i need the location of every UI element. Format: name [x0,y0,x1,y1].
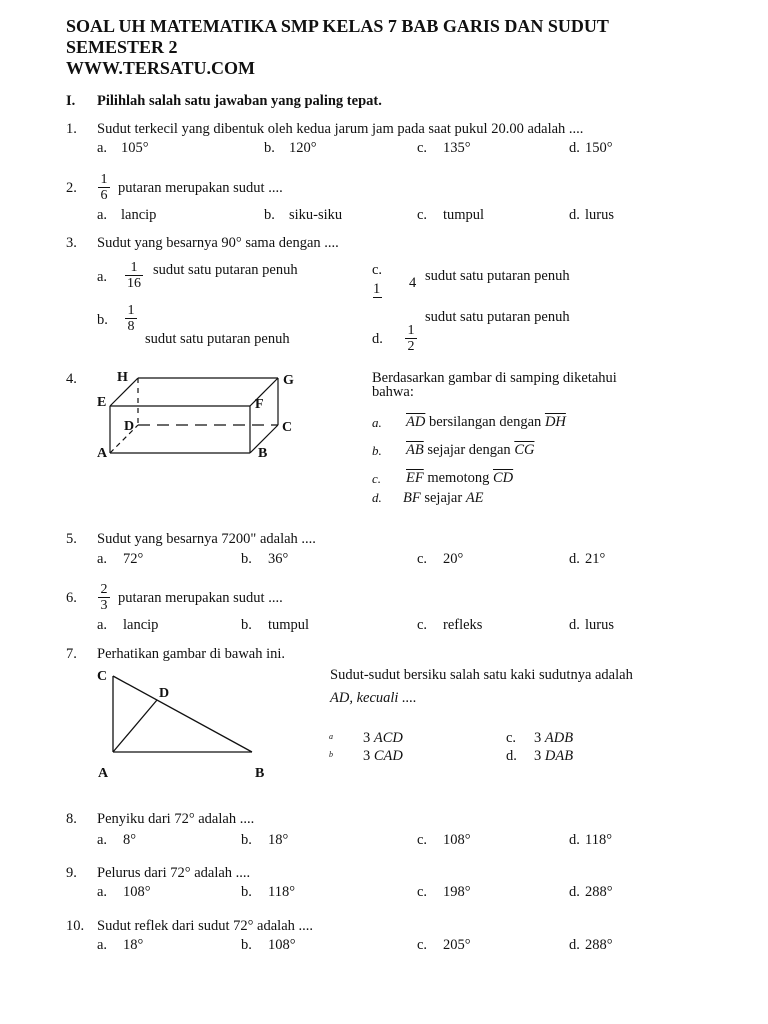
option-a: lancip [123,617,159,633]
option-a: 18° [123,937,144,953]
header-line-2: SEMESTER 2 [66,37,178,57]
option-key: c. [417,140,428,156]
option-key: c. [417,937,428,953]
vertex-label-b: B [255,766,265,781]
fraction-denominator: 4 [409,275,417,291]
question-number: 8. [66,811,77,827]
option-key: d. [569,207,580,223]
triangle-figure [90,664,280,784]
option-b: siku-siku [289,207,343,223]
vertex-label-c: C [282,420,293,435]
question-number: 2. [66,180,77,196]
option-key: b. [241,937,252,953]
option-d: 3 DAB [534,748,574,764]
option-key: b [329,750,333,759]
option-b: $\overline{AB}$ sejajar dengan $\overline{CG}$ [406,442,535,458]
option-d: 288° [585,884,613,900]
option-key: c. [417,832,428,848]
option-key: d. [372,331,383,347]
option-a: 72° [123,551,144,567]
option-b: 120° [289,140,317,156]
option-a: 3 ACD [363,730,403,746]
option-b: 108° [268,937,296,953]
question-text: Sudut terkecil yang dibentuk oleh kedua jarum jam pada saat pukul 20.00 adalah .... [97,121,584,137]
option-key: a. [97,937,108,953]
question-number: 6. [66,590,77,606]
fraction: $\frac{1}{6}$ [98,172,110,203]
fraction: $\frac{1}{8}$ [125,303,137,334]
question-text: Perhatikan gambar di bawah ini. [97,646,286,662]
option-key: b. [264,140,275,156]
question-text: putaran merupakan sudut .... [118,590,283,606]
option-d: lurus [585,207,614,223]
option-d: 150° [585,140,613,156]
fraction: $\frac{2}{3}$ [98,582,110,613]
fraction-numerator: 1 [373,281,381,297]
option-key: a. [97,884,108,900]
option-key: d. [569,617,580,633]
option-c: 198° [443,884,471,900]
option-d: 118° [585,832,613,848]
question-text: Sudut yang besarnya 7200" adalah .... [97,531,316,547]
question-number: 7. [66,646,77,662]
option-key: d. [569,140,580,156]
option-key: a. [97,617,108,633]
option-b: 36° [268,551,289,567]
option-d: lurus [585,617,614,633]
option-key: d. [569,832,580,848]
question-text: Penyiku dari 72° adalah .... [97,811,255,827]
option-key: a. [97,207,108,223]
section-instruction: Pilihlah salah satu jawaban yang paling tepat. [97,93,382,109]
option-a: 105° [121,140,149,156]
question-number: 5. [66,531,77,547]
option-a: $\overline{AD}$ bersilangan dengan $\overline{DH}$ [406,414,566,430]
option-d: 288° [585,937,613,953]
option-key: d. [569,884,580,900]
option-key: b. [241,884,252,900]
option-a: lancip [121,207,157,223]
option-b: tumpul [268,617,310,633]
option-c: refleks [443,617,483,633]
option-key: c. [417,884,428,900]
option-key: d. [569,937,580,953]
option-c: 20° [443,551,464,567]
option-key: b. [241,617,252,633]
question-number: 3. [66,235,77,251]
question-text: Pelurus dari 72° adalah .... [97,865,251,881]
vertex-label-d: D [159,686,170,701]
question-number: 10. [66,918,85,934]
cuboid-figure [90,364,315,464]
option-b: 3 CAD [363,748,403,764]
question-number: 9. [66,865,77,881]
option-key: a. [372,415,382,430]
vertex-label-c: C [97,669,108,684]
option-key: c. [372,262,383,278]
option-key: a [329,732,333,741]
option-b: 18° [268,832,289,848]
option-d: 21° [585,551,606,567]
vertex-label-e: E [97,395,107,410]
vertex-label-f: F [255,397,264,412]
option-key: c. [417,551,428,567]
option-key: c. [372,471,382,486]
option-key: a. [97,140,108,156]
option-key: b. [241,832,252,848]
option-b: sudut satu putaran penuh [145,331,290,347]
option-key: b. [97,312,108,328]
option-key: b. [372,443,382,458]
option-c: sudut satu putaran penuh [425,268,570,284]
option-c: 205° [443,937,471,953]
header-line-1: SOAL UH MATEMATIKA SMP KELAS 7 BAB GARIS DAN SUDUT [66,16,609,36]
option-key: b. [264,207,275,223]
fraction: $\frac{1}{16}$ [127,260,141,291]
option-c: 108° [443,832,471,848]
option-key: a. [97,832,108,848]
vertex-label-g: G [283,373,294,388]
vertex-label-a: A [98,766,109,781]
question-text: bahwa: [372,384,414,400]
option-key: a. [97,269,108,285]
option-b: 118° [268,884,296,900]
option-a: 108° [123,884,151,900]
question-number: 1. [66,121,77,137]
question-text: Sudut yang besarnya 90° sama dengan .... [97,235,339,251]
question-stem: Sudut-sudut bersiku salah satu kaki sudutnya adalah [330,667,633,683]
vertex-label-d: D [124,419,135,434]
option-key: d. [569,551,580,567]
option-d: sudut satu putaran penuh [425,309,570,325]
option-key: c. [506,730,517,746]
option-a: 8° [123,832,137,848]
vertex-label-b: B [258,446,268,461]
option-c: 135° [443,140,471,156]
option-key: a. [97,551,108,567]
question-text: Berdasarkan gambar di samping diketahui [372,370,617,386]
question-text: Sudut reflek dari sudut 72° adalah .... [97,918,313,934]
option-c: 3 ADB [534,730,574,746]
option-key: d. [372,490,382,505]
option-key: b. [241,551,252,567]
question-number: 4. [66,371,77,387]
option-a: sudut satu putaran penuh [153,262,298,278]
option-d: BF sejajar AE [403,490,484,506]
section-number: I. [66,93,76,109]
option-c: $\overline{EF}$ memotong $\overline{CD}$ [406,470,514,486]
fraction: $\frac{1}{2}$ [405,323,417,354]
option-c: tumpul [443,207,485,223]
question-stem: AD, kecuali .... [330,690,417,706]
vertex-label-h: H [117,370,128,385]
option-key: c. [417,617,428,633]
header-line-3: WWW.TERSATU.COM [66,58,256,78]
option-key: d. [506,748,517,764]
option-key: c. [417,207,428,223]
question-text: putaran merupakan sudut .... [118,180,283,196]
vertex-label-a: A [97,446,108,461]
